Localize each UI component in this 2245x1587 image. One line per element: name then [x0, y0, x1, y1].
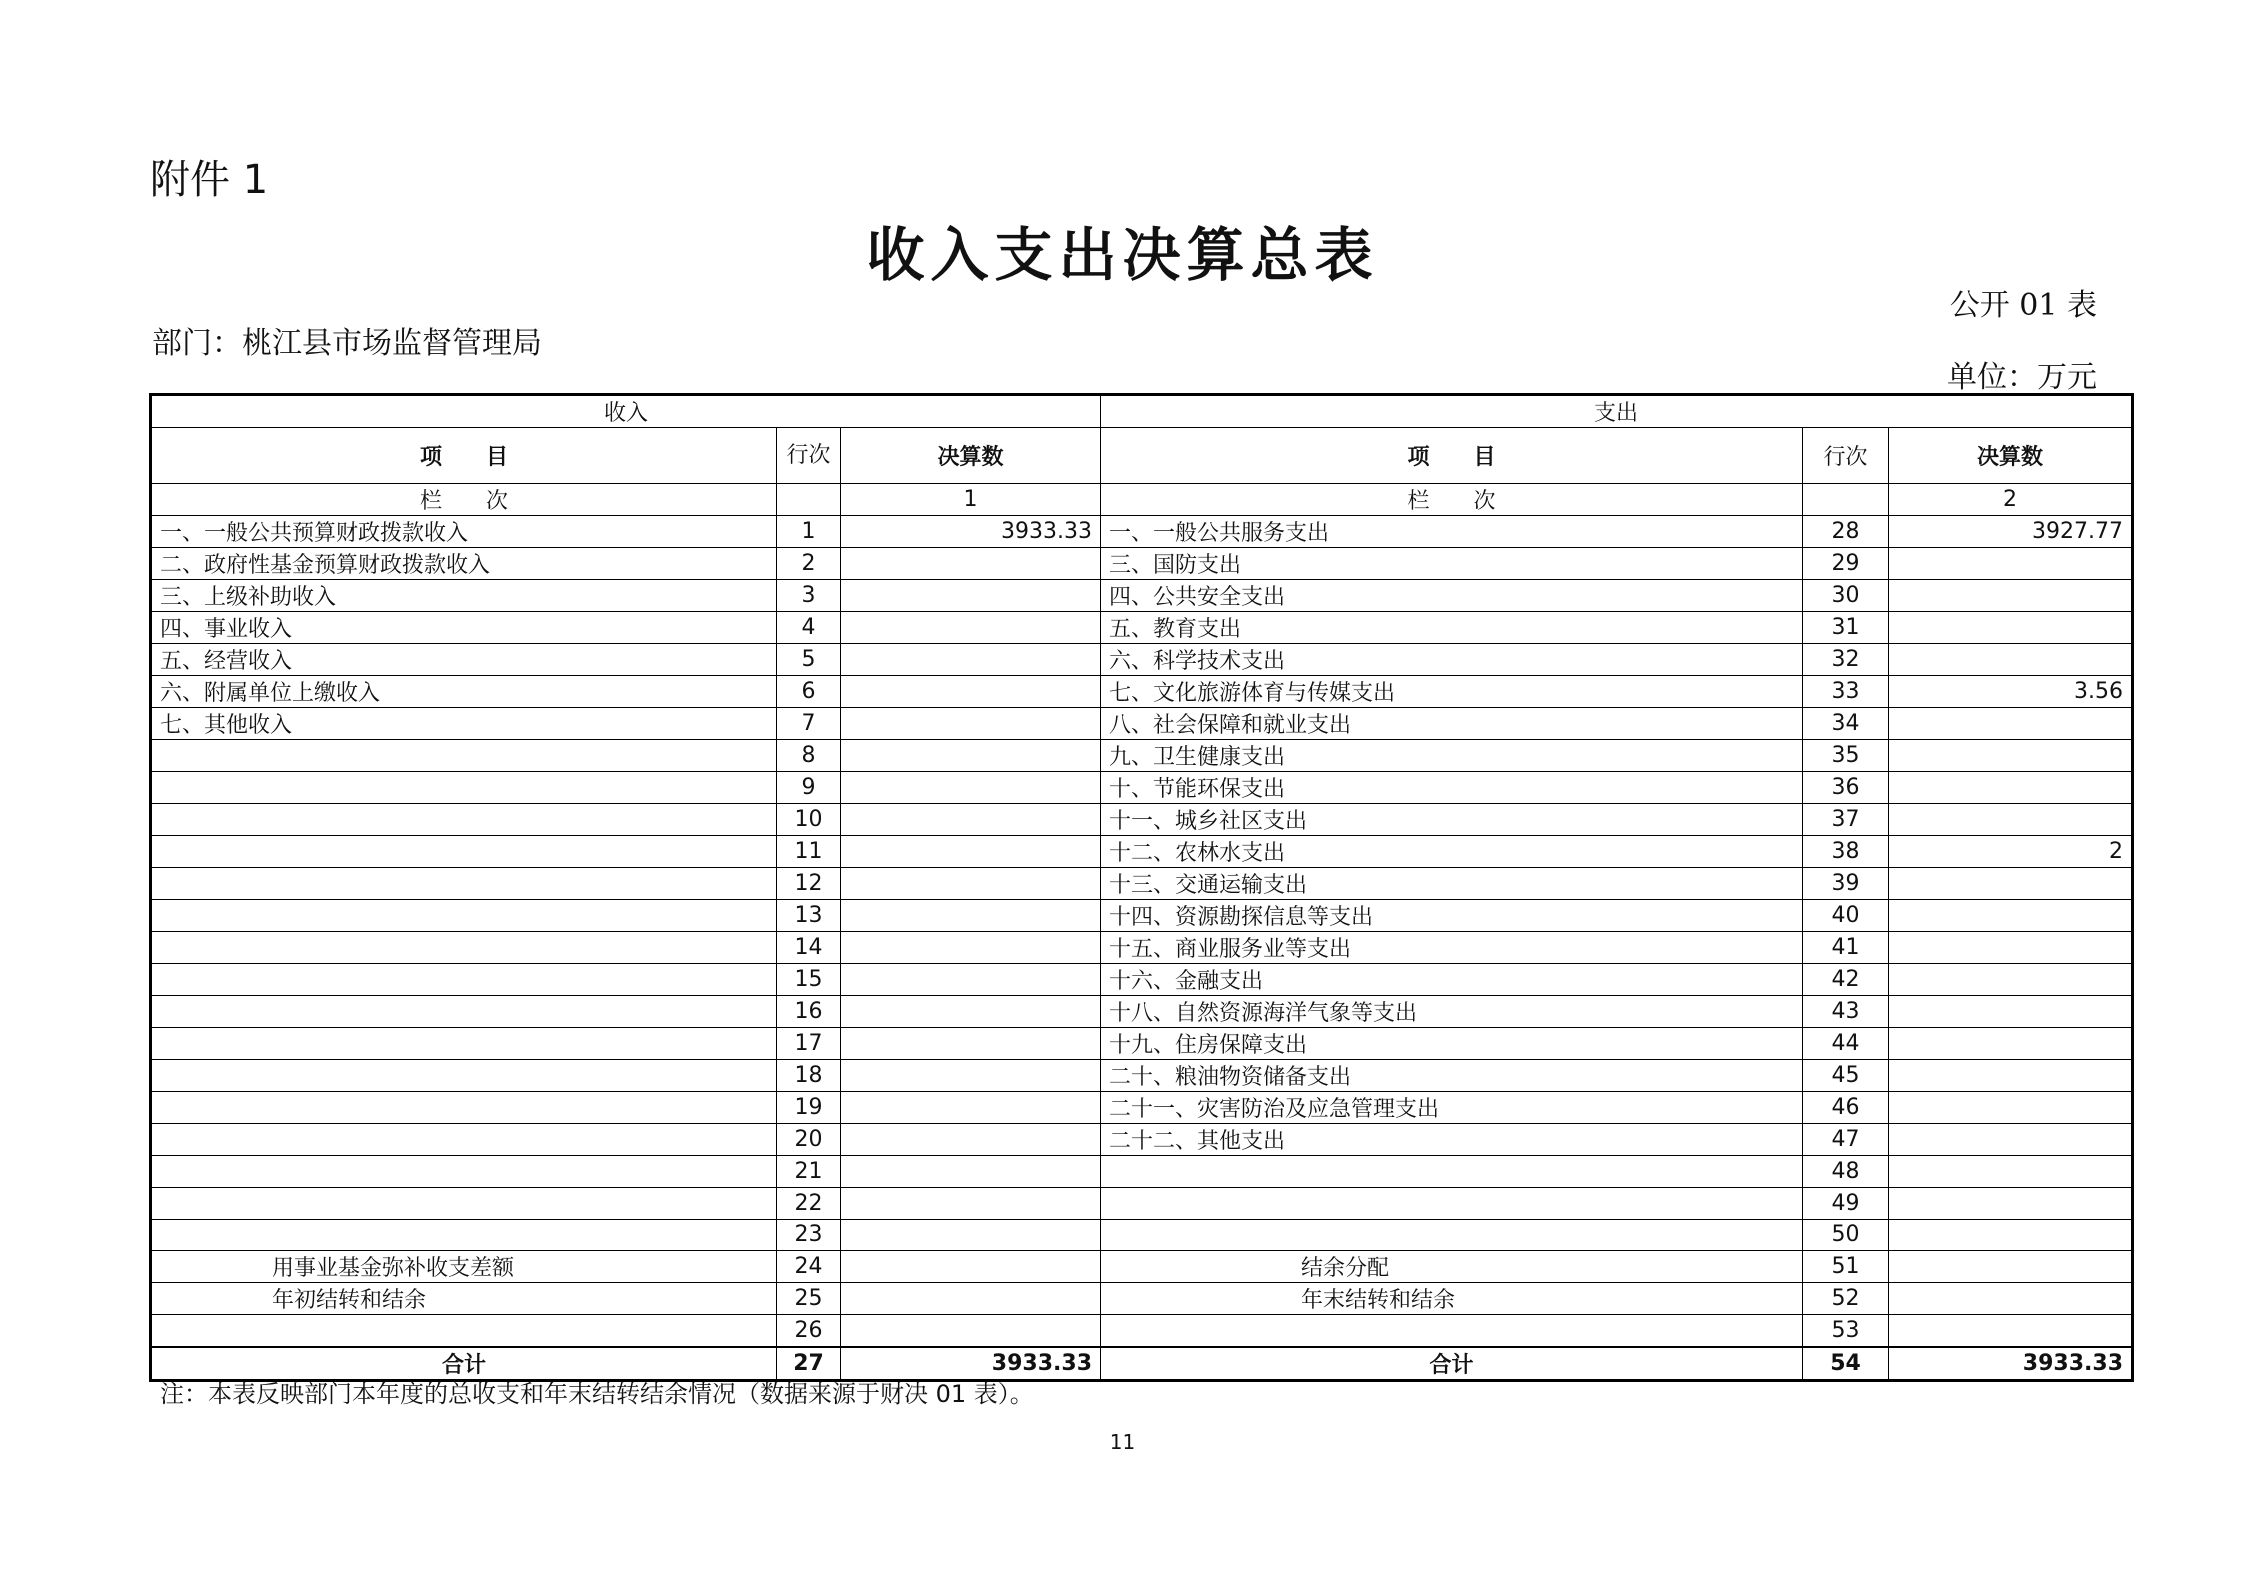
income-item-cell [151, 772, 777, 804]
expense-row-no-cell: 43 [1803, 996, 1889, 1028]
expense-row-no-cell: 45 [1803, 1060, 1889, 1092]
expense-item-cell: 九、卫生健康支出 [1101, 740, 1803, 772]
income-item-cell [151, 1187, 777, 1219]
income-row-no-cell: 2 [777, 548, 841, 580]
expense-amount-cell [1889, 964, 2133, 996]
income-amount-cell [841, 1124, 1101, 1156]
expense-amount-cell [1889, 1060, 2133, 1092]
expense-amount-cell: 3927.77 [1889, 516, 2133, 548]
expense-row-no-cell: 48 [1803, 1156, 1889, 1188]
income-item-cell [151, 740, 777, 772]
income-row-no-cell: 18 [777, 1060, 841, 1092]
expense-amount-cell [1889, 644, 2133, 676]
expense-amount-cell [1889, 900, 2133, 932]
income-row-no-cell: 8 [777, 740, 841, 772]
expense-row-no-cell: 33 [1803, 676, 1889, 708]
income-item-cell: 用事业基金弥补收支差额 [151, 1251, 777, 1283]
income-expense-table [149, 393, 2134, 1382]
table-row [151, 644, 2133, 676]
column-header-row [151, 428, 2133, 484]
table-row [151, 548, 2133, 580]
income-row-no-header: 行次 [777, 428, 841, 484]
income-item-cell [151, 900, 777, 932]
expense-item-cell: 十九、住房保障支出 [1101, 1028, 1803, 1060]
income-amount-cell [841, 868, 1101, 900]
income-row-no-cell: 9 [777, 772, 841, 804]
expense-index-label: 栏 次 [1101, 484, 1803, 516]
expense-amount-cell [1889, 868, 2133, 900]
income-amount-cell [841, 1060, 1101, 1092]
income-amount-cell [841, 804, 1101, 836]
income-item-cell [151, 1156, 777, 1188]
expense-index-value: 2 [1889, 484, 2133, 516]
expense-item-cell: 二十二、其他支出 [1101, 1124, 1803, 1156]
income-row-no-cell: 27 [777, 1347, 841, 1381]
income-index-label: 栏 次 [151, 484, 777, 516]
expense-item-cell: 四、公共安全支出 [1101, 580, 1803, 612]
table-row [151, 676, 2133, 708]
income-item-cell [151, 1124, 777, 1156]
income-item-cell [151, 1028, 777, 1060]
income-amount-cell [841, 900, 1101, 932]
expense-row-no-cell: 34 [1803, 708, 1889, 740]
table-row [151, 612, 2133, 644]
table-row [151, 772, 2133, 804]
expense-item-cell: 二十一、灾害防治及应急管理支出 [1101, 1092, 1803, 1124]
expense-item-header: 项 目 [1101, 428, 1803, 484]
expense-amount-cell [1889, 1251, 2133, 1283]
income-item-cell [151, 836, 777, 868]
income-item-cell: 年初结转和结余 [151, 1283, 777, 1315]
income-amount-cell: 3933.33 [841, 1347, 1101, 1381]
expense-item-cell [1101, 1187, 1803, 1219]
income-index-empty [777, 484, 841, 516]
expense-item-cell: 十二、农林水支出 [1101, 836, 1803, 868]
expense-item-cell: 六、科学技术支出 [1101, 644, 1803, 676]
attachment-label: 附件 1 [150, 157, 269, 203]
expense-row-no-cell: 31 [1803, 612, 1889, 644]
table-row [151, 836, 2133, 868]
table-row [151, 932, 2133, 964]
expense-item-cell: 十三、交通运输支出 [1101, 868, 1803, 900]
expense-section-header: 支出 [1101, 395, 2133, 428]
income-row-no-cell: 17 [777, 1028, 841, 1060]
expense-row-no-cell: 36 [1803, 772, 1889, 804]
expense-row-no-cell: 50 [1803, 1219, 1889, 1251]
expense-row-no-cell: 52 [1803, 1283, 1889, 1315]
expense-row-no-cell: 41 [1803, 932, 1889, 964]
expense-item-cell: 结余分配 [1101, 1251, 1803, 1283]
income-row-no-cell: 6 [777, 676, 841, 708]
income-row-no-cell: 14 [777, 932, 841, 964]
income-row-no-cell: 5 [777, 644, 841, 676]
expense-row-no-header: 行次 [1803, 428, 1889, 484]
expense-amount-cell [1889, 1283, 2133, 1315]
income-amount-cell [841, 1028, 1101, 1060]
income-row-no-cell: 26 [777, 1315, 841, 1347]
income-item-cell: 二、政府性基金预算财政拨款收入 [151, 548, 777, 580]
expense-amount-cell [1889, 612, 2133, 644]
income-row-no-cell: 25 [777, 1283, 841, 1315]
income-amount-cell [841, 1251, 1101, 1283]
expense-amount-cell [1889, 1092, 2133, 1124]
income-section-header: 收入 [151, 395, 1101, 428]
income-row-no-cell: 7 [777, 708, 841, 740]
table-row [151, 804, 2133, 836]
page-number: 11 [1109, 1430, 1136, 1454]
column-index-row [151, 484, 2133, 516]
table-row [151, 1283, 2133, 1315]
income-item-cell: 七、其他收入 [151, 708, 777, 740]
expense-amount-cell [1889, 580, 2133, 612]
income-amount-cell [841, 740, 1101, 772]
income-amount-cell [841, 644, 1101, 676]
expense-row-no-cell: 54 [1803, 1347, 1889, 1381]
income-row-no-cell: 3 [777, 580, 841, 612]
income-item-header: 项 目 [151, 428, 777, 484]
income-item-cell: 四、事业收入 [151, 612, 777, 644]
income-amount-cell [841, 964, 1101, 996]
income-item-cell: 五、经营收入 [151, 644, 777, 676]
income-item-cell: 合计 [151, 1347, 777, 1381]
income-item-cell [151, 868, 777, 900]
income-item-cell [151, 964, 777, 996]
expense-row-no-cell: 42 [1803, 964, 1889, 996]
income-amount-cell [841, 996, 1101, 1028]
income-item-cell: 一、一般公共预算财政拨款收入 [151, 516, 777, 548]
expense-item-cell: 十一、城乡社区支出 [1101, 804, 1803, 836]
income-item-cell [151, 1315, 777, 1347]
income-row-no-cell: 22 [777, 1187, 841, 1219]
income-row-no-cell: 10 [777, 804, 841, 836]
income-amount-cell [841, 548, 1101, 580]
expense-amount-cell [1889, 1219, 2133, 1251]
expense-row-no-cell: 38 [1803, 836, 1889, 868]
income-amount-cell [841, 676, 1101, 708]
table-row [151, 1028, 2133, 1060]
expense-item-cell: 十八、自然资源海洋气象等支出 [1101, 996, 1803, 1028]
income-row-no-cell: 24 [777, 1251, 841, 1283]
expense-row-no-cell: 29 [1803, 548, 1889, 580]
income-row-no-cell: 16 [777, 996, 841, 1028]
expense-item-cell: 合计 [1101, 1347, 1803, 1381]
income-row-no-cell: 19 [777, 1092, 841, 1124]
expense-item-cell [1101, 1315, 1803, 1347]
expense-row-no-cell: 44 [1803, 1028, 1889, 1060]
page-title: 收入支出决算总表 [866, 221, 1379, 289]
income-row-no-cell: 13 [777, 900, 841, 932]
expense-amount-cell [1889, 932, 2133, 964]
table-row [151, 740, 2133, 772]
table-row [151, 1187, 2133, 1219]
expense-row-no-cell: 30 [1803, 580, 1889, 612]
expense-item-cell [1101, 1219, 1803, 1251]
table-row [151, 1219, 2133, 1251]
expense-row-no-cell: 46 [1803, 1092, 1889, 1124]
expense-row-no-cell: 28 [1803, 516, 1889, 548]
income-row-no-cell: 20 [777, 1124, 841, 1156]
expense-amount-cell [1889, 1028, 2133, 1060]
expense-row-no-cell: 37 [1803, 804, 1889, 836]
expense-amount-cell: 3933.33 [1889, 1347, 2133, 1381]
expense-row-no-cell: 53 [1803, 1315, 1889, 1347]
expense-item-cell: 五、教育支出 [1101, 612, 1803, 644]
income-amount-cell [841, 932, 1101, 964]
income-amount-cell [841, 1315, 1101, 1347]
expense-amount-cell [1889, 740, 2133, 772]
income-row-no-cell: 12 [777, 868, 841, 900]
table-row [151, 1156, 2133, 1188]
income-item-cell [151, 1219, 777, 1251]
expense-amount-cell [1889, 1156, 2133, 1188]
expense-item-cell: 年末结转和结余 [1101, 1283, 1803, 1315]
income-amount-cell [841, 1092, 1101, 1124]
table-row [151, 1124, 2133, 1156]
expense-row-no-cell: 51 [1803, 1251, 1889, 1283]
table-row [151, 900, 2133, 932]
income-item-cell [151, 932, 777, 964]
expense-item-cell: 一、一般公共服务支出 [1101, 516, 1803, 548]
income-row-no-cell: 4 [777, 612, 841, 644]
expense-index-empty [1803, 484, 1889, 516]
income-item-cell [151, 1060, 777, 1092]
income-item-cell [151, 996, 777, 1028]
footnote: 注：本表反映部门本年度的总收支和年末结转结余情况（数据来源于财决 01 表）。 [160, 1380, 1034, 1408]
income-item-cell [151, 1092, 777, 1124]
expense-item-cell: 三、国防支出 [1101, 548, 1803, 580]
expense-amount-cell: 3.56 [1889, 676, 2133, 708]
income-amount-cell [841, 612, 1101, 644]
table-row [151, 516, 2133, 548]
table-row [151, 1251, 2133, 1283]
expense-amount-cell [1889, 996, 2133, 1028]
table-row [151, 964, 2133, 996]
table-row [151, 996, 2133, 1028]
expense-amount-cell [1889, 772, 2133, 804]
expense-amount-cell [1889, 708, 2133, 740]
income-amount-cell [841, 580, 1101, 612]
expense-amount-cell [1889, 1315, 2133, 1347]
expense-row-no-cell: 35 [1803, 740, 1889, 772]
table-row [151, 580, 2133, 612]
table-row [151, 1092, 2133, 1124]
income-amount-cell: 3933.33 [841, 516, 1101, 548]
income-row-no-cell: 11 [777, 836, 841, 868]
income-amount-cell [841, 1283, 1101, 1315]
income-row-no-cell: 23 [777, 1219, 841, 1251]
expense-item-cell: 十、节能环保支出 [1101, 772, 1803, 804]
expense-item-cell: 十四、资源勘探信息等支出 [1101, 900, 1803, 932]
expense-item-cell: 十六、金融支出 [1101, 964, 1803, 996]
table-row [151, 868, 2133, 900]
income-index-value: 1 [841, 484, 1101, 516]
income-item-cell: 三、上级补助收入 [151, 580, 777, 612]
expense-amount-cell [1889, 804, 2133, 836]
expense-amount-header: 决算数 [1889, 428, 2133, 484]
income-amount-cell [841, 708, 1101, 740]
income-amount-header: 决算数 [841, 428, 1101, 484]
expense-amount-cell: 2 [1889, 836, 2133, 868]
table-row [151, 708, 2133, 740]
income-amount-cell [841, 836, 1101, 868]
income-row-no-cell: 1 [777, 516, 841, 548]
income-item-cell: 六、附属单位上缴收入 [151, 676, 777, 708]
section-header-row [151, 395, 2133, 428]
expense-item-cell: 八、社会保障和就业支出 [1101, 708, 1803, 740]
income-item-cell [151, 804, 777, 836]
expense-item-cell [1101, 1156, 1803, 1188]
expense-item-cell: 二十、粮油物资储备支出 [1101, 1060, 1803, 1092]
income-amount-cell [841, 1187, 1101, 1219]
expense-amount-cell [1889, 1187, 2133, 1219]
expense-row-no-cell: 32 [1803, 644, 1889, 676]
expense-row-no-cell: 39 [1803, 868, 1889, 900]
table-row [151, 1060, 2133, 1092]
expense-row-no-cell: 49 [1803, 1187, 1889, 1219]
department-label: 部门：桃江县市场监督管理局 [152, 326, 542, 361]
income-row-no-cell: 21 [777, 1156, 841, 1188]
table-row [151, 1315, 2133, 1347]
income-amount-cell [841, 1156, 1101, 1188]
income-amount-cell [841, 1219, 1101, 1251]
expense-row-no-cell: 40 [1803, 900, 1889, 932]
expense-item-cell: 七、文化旅游体育与传媒支出 [1101, 676, 1803, 708]
expense-amount-cell [1889, 548, 2133, 580]
income-row-no-cell: 15 [777, 964, 841, 996]
unit-label: 单位：万元 [1947, 360, 2097, 395]
income-amount-cell [841, 772, 1101, 804]
expense-row-no-cell: 47 [1803, 1124, 1889, 1156]
expense-amount-cell [1889, 1124, 2133, 1156]
form-number: 公开 01 表 [1949, 288, 2097, 323]
expense-item-cell: 十五、商业服务业等支出 [1101, 932, 1803, 964]
